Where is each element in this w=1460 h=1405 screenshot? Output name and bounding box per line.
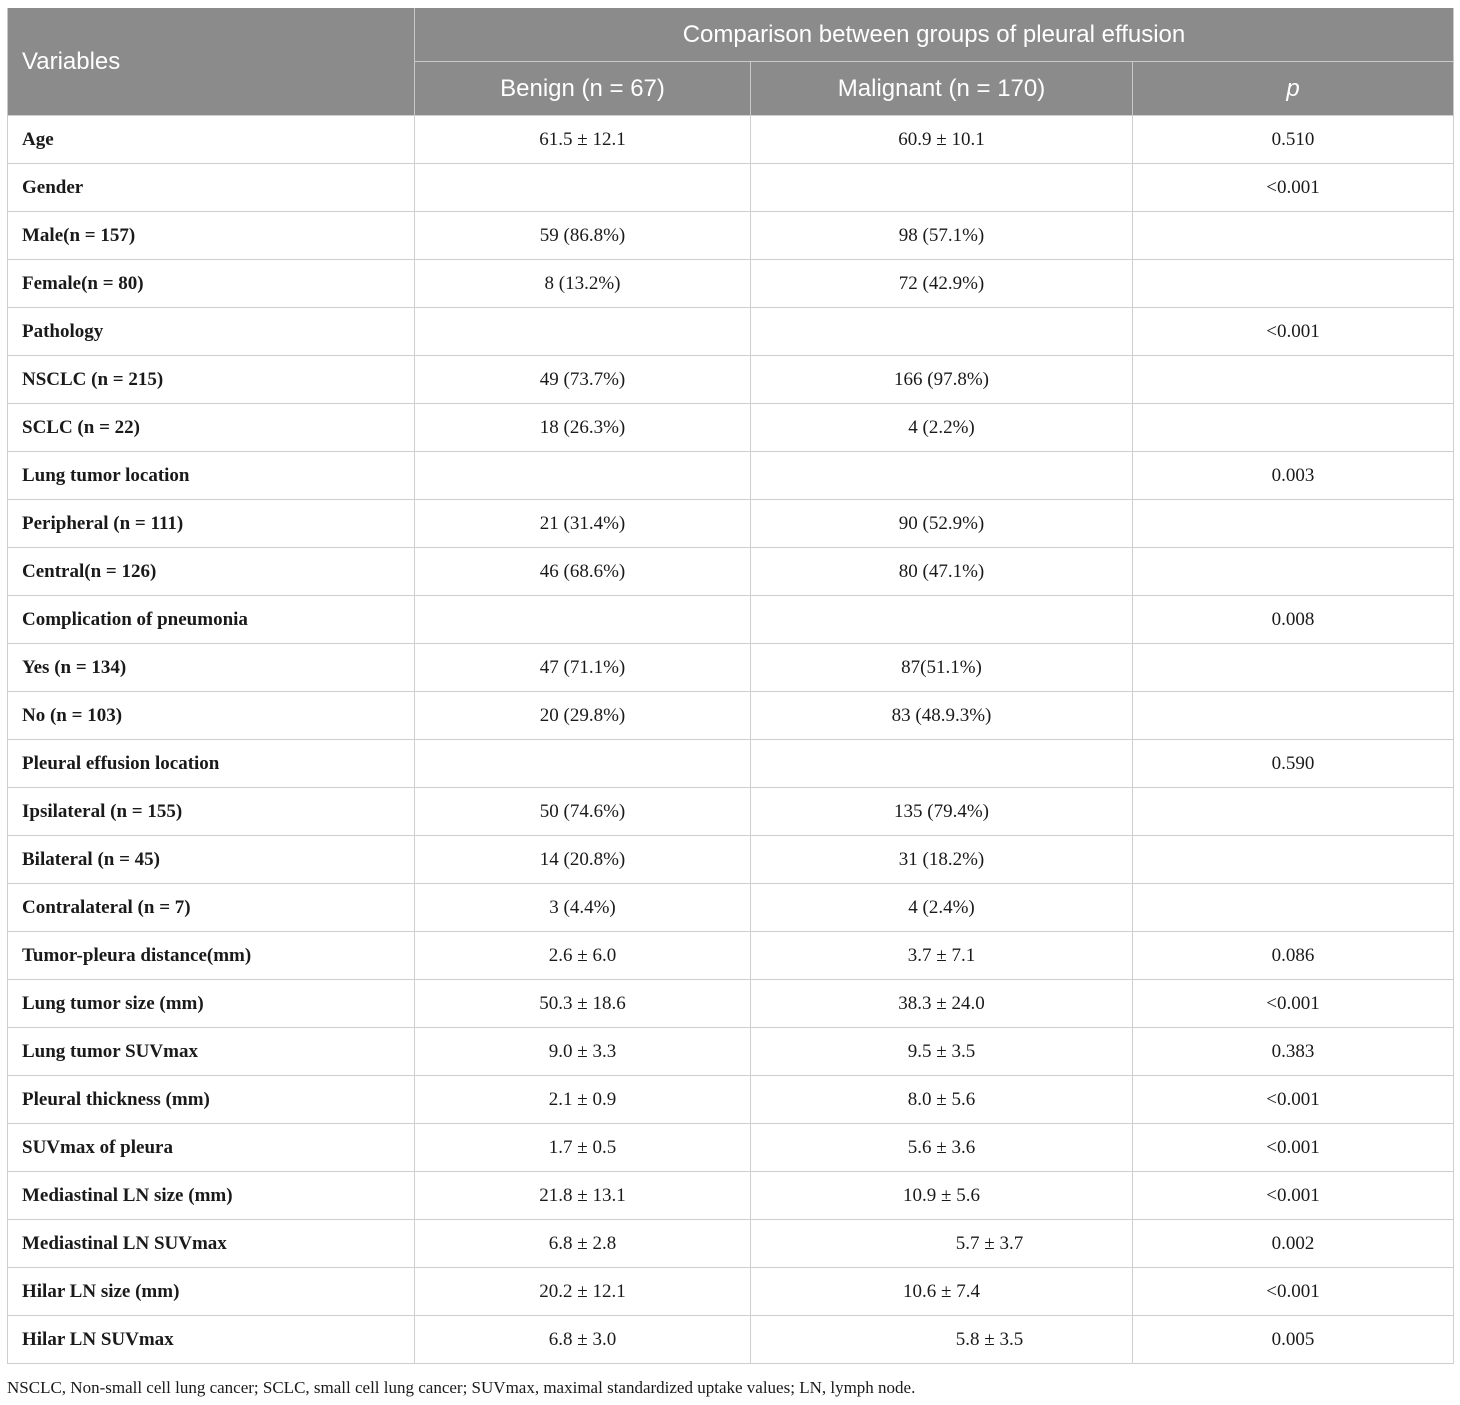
table-row bbox=[8, 1172, 1454, 1220]
benign-value-cell bbox=[415, 500, 751, 548]
p-value-cell bbox=[1133, 500, 1454, 548]
variables-header: Variables bbox=[8, 8, 415, 116]
table-row bbox=[8, 212, 1454, 260]
variable-cell bbox=[8, 260, 415, 308]
p-value-cell bbox=[1133, 1076, 1454, 1124]
p-value-cell bbox=[1133, 212, 1454, 260]
benign-value-cell bbox=[415, 260, 751, 308]
variable-cell bbox=[8, 212, 415, 260]
p-value-cell bbox=[1133, 740, 1454, 788]
variable-cell bbox=[8, 980, 415, 1028]
malignant-value-cell bbox=[751, 116, 1133, 164]
malignant-value-cell-text: 4 (2.2%) bbox=[908, 416, 975, 438]
p-value-cell-text: 0.002 bbox=[1271, 1232, 1315, 1254]
benign-value-cell-text: 2.6 ± 6.0 bbox=[548, 944, 617, 966]
benign-value-cell bbox=[415, 308, 751, 356]
malignant-value-cell-text: 166 (97.8%) bbox=[894, 368, 989, 390]
variable-cell bbox=[8, 1220, 415, 1268]
variable-cell bbox=[8, 692, 415, 740]
benign-value-cell bbox=[415, 836, 751, 884]
variable-cell bbox=[8, 404, 415, 452]
table-row bbox=[8, 1316, 1454, 1364]
p-value-cell-text: 0.510 bbox=[1271, 128, 1315, 150]
table-row bbox=[8, 740, 1454, 788]
p-value-cell-text: 0.005 bbox=[1271, 1328, 1315, 1350]
variable-cell-text: Female(n = 80) bbox=[22, 272, 144, 294]
table-row bbox=[8, 1028, 1454, 1076]
variable-cell bbox=[8, 836, 415, 884]
malignant-value-cell bbox=[751, 1220, 1133, 1268]
p-value-cell bbox=[1133, 1028, 1454, 1076]
table-row bbox=[8, 692, 1454, 740]
variable-cell-text: Central(n = 126) bbox=[22, 560, 157, 582]
variable-cell-text: SUVmax of pleura bbox=[22, 1136, 173, 1158]
p-value-cell-text: 0.590 bbox=[1271, 752, 1315, 774]
p-value-cell bbox=[1133, 404, 1454, 452]
p-value-cell bbox=[1133, 1124, 1454, 1172]
variable-cell-text: Hilar LN SUVmax bbox=[22, 1328, 174, 1350]
benign-value-cell-text: 20.2 ± 12.1 bbox=[539, 1280, 626, 1302]
comparison-table bbox=[7, 8, 1454, 1364]
p-value-cell bbox=[1133, 356, 1454, 404]
table-row bbox=[8, 1124, 1454, 1172]
benign-value-cell bbox=[415, 596, 751, 644]
malignant-value-cell bbox=[751, 692, 1133, 740]
malignant-value-cell bbox=[751, 212, 1133, 260]
p-value-cell-text: <0.001 bbox=[1266, 176, 1320, 198]
malignant-value-cell-text: 72 (42.9%) bbox=[898, 272, 985, 294]
malignant-value-cell bbox=[751, 1124, 1133, 1172]
table-row bbox=[8, 164, 1454, 212]
variable-cell-text: Male(n = 157) bbox=[22, 224, 136, 246]
malignant-value-cell-text: 5.6 ± 3.6 bbox=[907, 1136, 976, 1158]
malignant-value-cell-text: 87(51.1%) bbox=[901, 656, 982, 678]
benign-value-cell-text: 50.3 ± 18.6 bbox=[539, 992, 626, 1014]
benign-value-cell bbox=[415, 644, 751, 692]
variable-cell-text: Mediastinal LN SUVmax bbox=[22, 1232, 227, 1254]
malignant-value-cell bbox=[751, 500, 1133, 548]
p-value-cell-text: <0.001 bbox=[1266, 320, 1320, 342]
variable-cell-text: Peripheral (n = 111) bbox=[22, 512, 184, 534]
benign-value-cell bbox=[415, 116, 751, 164]
benign-value-cell-text: 8 (13.2%) bbox=[544, 272, 621, 294]
benign-value-cell bbox=[415, 212, 751, 260]
variable-cell-text: Lung tumor size (mm) bbox=[22, 992, 204, 1014]
benign-value-cell-text: 20 (29.8%) bbox=[539, 704, 626, 726]
malignant-value-cell bbox=[751, 164, 1133, 212]
p-value-cell bbox=[1133, 1172, 1454, 1220]
malignant-value-cell bbox=[751, 1172, 1133, 1220]
table-row bbox=[8, 1076, 1454, 1124]
malignant-value-cell bbox=[751, 932, 1133, 980]
malignant-value-cell-text: 38.3 ± 24.0 bbox=[898, 992, 985, 1014]
benign-value-cell bbox=[415, 884, 751, 932]
malignant-value-cell bbox=[751, 884, 1133, 932]
malignant-value-cell-text: 98 (57.1%) bbox=[898, 224, 985, 246]
malignant-value-cell bbox=[751, 548, 1133, 596]
malignant-value-cell-text: 31 (18.2%) bbox=[898, 848, 985, 870]
comparison-table-container bbox=[7, 8, 1453, 1364]
table-row bbox=[8, 356, 1454, 404]
p-value-cell bbox=[1133, 692, 1454, 740]
variable-cell-text: Tumor-pleura distance(mm) bbox=[22, 944, 252, 966]
p-value-cell bbox=[1133, 596, 1454, 644]
malignant-value-cell-text: 10.9 ± 5.6 bbox=[903, 1184, 980, 1206]
p-value-cell-text: <0.001 bbox=[1266, 1088, 1320, 1110]
benign-value-cell bbox=[415, 1076, 751, 1124]
variable-cell bbox=[8, 500, 415, 548]
malignant-value-cell-text: 90 (52.9%) bbox=[898, 512, 985, 534]
p-value-cell-text: 0.086 bbox=[1271, 944, 1315, 966]
p-value-cell-text: <0.001 bbox=[1266, 992, 1320, 1014]
variable-cell bbox=[8, 788, 415, 836]
p-value-cell bbox=[1133, 548, 1454, 596]
table-row bbox=[8, 788, 1454, 836]
benign-value-cell-text: 59 (86.8%) bbox=[539, 224, 626, 246]
malignant-value-cell-text: 4 (2.4%) bbox=[908, 896, 975, 918]
p-value-cell bbox=[1133, 980, 1454, 1028]
malignant-value-cell bbox=[751, 740, 1133, 788]
table-row bbox=[8, 596, 1454, 644]
table-row bbox=[8, 1268, 1454, 1316]
table-row bbox=[8, 1220, 1454, 1268]
variable-cell bbox=[8, 356, 415, 404]
p-value-cell-text: 0.003 bbox=[1271, 464, 1315, 486]
variable-cell bbox=[8, 452, 415, 500]
p-value-cell-text: <0.001 bbox=[1266, 1280, 1320, 1302]
variable-cell bbox=[8, 1172, 415, 1220]
p-value-cell bbox=[1133, 788, 1454, 836]
malignant-value-cell-text: 5.7 ± 3.7 bbox=[955, 1232, 1024, 1254]
variable-cell-text: Pleural effusion location bbox=[22, 752, 220, 774]
variable-cell-text: NSCLC (n = 215) bbox=[22, 368, 164, 390]
variable-cell-text: Ipsilateral (n = 155) bbox=[22, 800, 183, 822]
malignant-value-cell-text: 83 (48.9.3%) bbox=[891, 704, 992, 726]
variable-cell-text: Lung tumor location bbox=[22, 464, 190, 486]
malignant-value-cell bbox=[751, 1028, 1133, 1076]
malignant-value-cell bbox=[751, 1268, 1133, 1316]
variable-cell bbox=[8, 1076, 415, 1124]
table-row bbox=[8, 308, 1454, 356]
variable-cell bbox=[8, 164, 415, 212]
benign-value-cell bbox=[415, 1268, 751, 1316]
table-header bbox=[8, 8, 1454, 116]
benign-value-cell-text: 1.7 ± 0.5 bbox=[548, 1136, 617, 1158]
table-row bbox=[8, 116, 1454, 164]
variable-cell-text: No (n = 103) bbox=[22, 704, 123, 726]
malignant-value-cell-text: 80 (47.1%) bbox=[898, 560, 985, 582]
variable-cell bbox=[8, 596, 415, 644]
benign-value-cell-text: 6.8 ± 3.0 bbox=[548, 1328, 617, 1350]
p-value-cell bbox=[1133, 452, 1454, 500]
table-row bbox=[8, 884, 1454, 932]
table-row bbox=[8, 500, 1454, 548]
benign-value-cell bbox=[415, 1316, 751, 1364]
group-comparison-header: Comparison between groups of pleural effusion bbox=[415, 8, 1454, 62]
benign-value-cell-text: 21.8 ± 13.1 bbox=[539, 1184, 626, 1206]
benign-value-cell-text: 9.0 ± 3.3 bbox=[548, 1040, 617, 1062]
variable-cell bbox=[8, 644, 415, 692]
variable-cell bbox=[8, 308, 415, 356]
variable-cell bbox=[8, 932, 415, 980]
p-value-cell-text: 0.008 bbox=[1271, 608, 1315, 630]
benign-value-cell-text: 46 (68.6%) bbox=[539, 560, 626, 582]
p-value-cell bbox=[1133, 308, 1454, 356]
variable-cell bbox=[8, 116, 415, 164]
variable-cell-text: Pleural thickness (mm) bbox=[22, 1088, 210, 1110]
benign-value-cell bbox=[415, 932, 751, 980]
malignant-value-cell-text: 135 (79.4%) bbox=[894, 800, 989, 822]
benign-value-cell bbox=[415, 1220, 751, 1268]
table-row bbox=[8, 980, 1454, 1028]
malignant-value-cell bbox=[751, 404, 1133, 452]
p-value-cell-text: <0.001 bbox=[1266, 1184, 1320, 1206]
table-row bbox=[8, 452, 1454, 500]
benign-value-cell-text: 61.5 ± 12.1 bbox=[539, 128, 626, 150]
benign-header: Benign (n = 67) bbox=[415, 62, 751, 116]
p-value-cell bbox=[1133, 1220, 1454, 1268]
benign-value-cell-text: 3 (4.4%) bbox=[549, 896, 616, 918]
malignant-value-cell bbox=[751, 980, 1133, 1028]
malignant-value-cell-text: 60.9 ± 10.1 bbox=[898, 128, 985, 150]
variable-cell bbox=[8, 548, 415, 596]
malignant-value-cell bbox=[751, 356, 1133, 404]
benign-value-cell-text: 18 (26.3%) bbox=[539, 416, 626, 438]
p-value-cell bbox=[1133, 884, 1454, 932]
variable-cell-text: Hilar LN size (mm) bbox=[22, 1280, 180, 1302]
p-value-cell-text: 0.383 bbox=[1271, 1040, 1315, 1062]
p-value-cell bbox=[1133, 644, 1454, 692]
p-value-cell bbox=[1133, 116, 1454, 164]
benign-value-cell bbox=[415, 740, 751, 788]
variable-cell-text: SCLC (n = 22) bbox=[22, 416, 140, 438]
benign-value-cell bbox=[415, 1124, 751, 1172]
benign-value-cell bbox=[415, 1172, 751, 1220]
malignant-value-cell bbox=[751, 308, 1133, 356]
table-footnote: NSCLC, Non-small cell lung cancer; SCLC, small cell lung cancer; SUVmax, maximal standardized uptake values; LN, lymph node. bbox=[7, 1378, 916, 1397]
table-row bbox=[8, 932, 1454, 980]
p-value-cell bbox=[1133, 1316, 1454, 1364]
benign-value-cell-text: 2.1 ± 0.9 bbox=[548, 1088, 617, 1110]
variable-cell bbox=[8, 884, 415, 932]
malignant-value-cell-text: 8.0 ± 5.6 bbox=[907, 1088, 976, 1110]
p-value-cell bbox=[1133, 164, 1454, 212]
malignant-value-cell bbox=[751, 1316, 1133, 1364]
benign-value-cell bbox=[415, 356, 751, 404]
malignant-value-cell bbox=[751, 452, 1133, 500]
variable-cell-text: Bilateral (n = 45) bbox=[22, 848, 161, 870]
benign-value-cell bbox=[415, 548, 751, 596]
variable-cell bbox=[8, 1316, 415, 1364]
p-value-cell bbox=[1133, 932, 1454, 980]
malignant-value-cell bbox=[751, 836, 1133, 884]
p-value-cell-text: <0.001 bbox=[1266, 1136, 1320, 1158]
benign-value-cell bbox=[415, 452, 751, 500]
benign-value-cell-text: 50 (74.6%) bbox=[539, 800, 626, 822]
benign-value-cell-text: 21 (31.4%) bbox=[539, 512, 626, 534]
table-row bbox=[8, 548, 1454, 596]
benign-value-cell bbox=[415, 692, 751, 740]
table-row bbox=[8, 404, 1454, 452]
variable-cell-text: Complication of pneumonia bbox=[22, 608, 248, 630]
malignant-value-cell bbox=[751, 260, 1133, 308]
benign-value-cell bbox=[415, 788, 751, 836]
variable-cell-text: Age bbox=[22, 128, 54, 150]
table-body bbox=[8, 116, 1454, 1364]
malignant-value-cell bbox=[751, 1076, 1133, 1124]
malignant-value-cell-text: 10.6 ± 7.4 bbox=[903, 1280, 980, 1302]
malignant-value-cell-text: 3.7 ± 7.1 bbox=[907, 944, 976, 966]
benign-value-cell bbox=[415, 980, 751, 1028]
p-value-cell bbox=[1133, 836, 1454, 884]
variable-cell bbox=[8, 1268, 415, 1316]
variable-cell-text: Gender bbox=[22, 176, 84, 198]
variable-cell-text: Yes (n = 134) bbox=[22, 656, 127, 678]
variable-cell bbox=[8, 740, 415, 788]
malignant-value-cell-text: 9.5 ± 3.5 bbox=[907, 1040, 976, 1062]
malignant-value-cell bbox=[751, 644, 1133, 692]
p-value-header: p bbox=[1133, 62, 1454, 116]
benign-value-cell bbox=[415, 164, 751, 212]
benign-value-cell-text: 49 (73.7%) bbox=[539, 368, 626, 390]
malignant-value-cell bbox=[751, 596, 1133, 644]
benign-value-cell bbox=[415, 404, 751, 452]
variable-cell-text: Pathology bbox=[22, 320, 104, 342]
benign-value-cell bbox=[415, 1028, 751, 1076]
benign-value-cell-text: 47 (71.1%) bbox=[539, 656, 626, 678]
table-row bbox=[8, 644, 1454, 692]
benign-value-cell-text: 6.8 ± 2.8 bbox=[548, 1232, 617, 1254]
variable-cell bbox=[8, 1124, 415, 1172]
benign-value-cell-text: 14 (20.8%) bbox=[539, 848, 626, 870]
p-value-cell bbox=[1133, 1268, 1454, 1316]
malignant-value-cell bbox=[751, 788, 1133, 836]
variable-cell-text: Lung tumor SUVmax bbox=[22, 1040, 198, 1062]
p-value-cell bbox=[1133, 260, 1454, 308]
variable-cell-text: Contralateral (n = 7) bbox=[22, 896, 191, 918]
variable-cell-text: Mediastinal LN size (mm) bbox=[22, 1184, 233, 1206]
variable-cell bbox=[8, 1028, 415, 1076]
malignant-value-cell-text: 5.8 ± 3.5 bbox=[955, 1328, 1024, 1350]
table-row bbox=[8, 260, 1454, 308]
malignant-header: Malignant (n = 170) bbox=[751, 62, 1133, 116]
table-row bbox=[8, 836, 1454, 884]
